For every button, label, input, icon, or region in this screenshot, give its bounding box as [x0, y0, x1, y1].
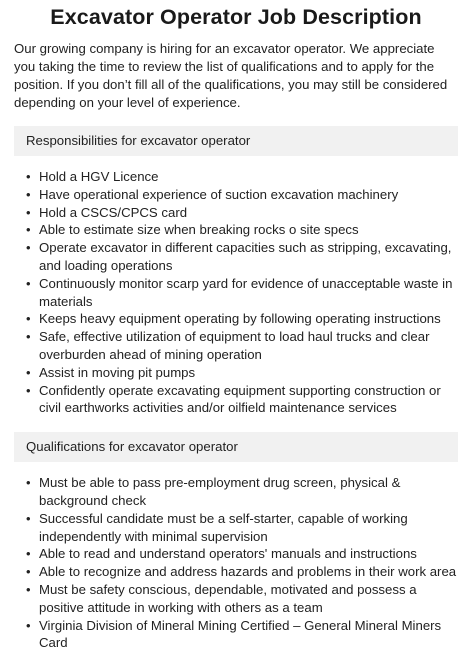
list-item	[26, 510, 458, 546]
list-item-text: Have operational experience of suction excavation machinery	[39, 186, 399, 202]
list-item-text: Assist in moving pit pumps	[39, 364, 196, 380]
bullet-icon: •	[26, 169, 31, 184]
page-title: Excavator Operator Job Description	[50, 5, 422, 29]
list-item-text: Continuously monitor scarp yard for evidence of unacceptable waste in materials	[39, 275, 453, 309]
bullet-icon: •	[26, 564, 31, 580]
list-item	[26, 364, 458, 382]
bullet-icon: •	[26, 510, 31, 526]
list-item	[26, 204, 458, 222]
bullet-icon: •	[26, 364, 31, 380]
list-item-text: Hold a CSCS/CPCS card	[39, 204, 188, 220]
bullet-icon: •	[26, 222, 31, 238]
list-item-text: Able to estimate size when breaking rocks o site specs	[39, 222, 359, 238]
list-item	[26, 328, 458, 364]
list-item-text: Must be able to pass pre-employment drug screen, physical & background check	[39, 475, 401, 508]
list-item	[26, 310, 458, 328]
list-item	[26, 563, 458, 581]
bullet-icon: •	[26, 186, 31, 202]
list-item	[26, 275, 458, 311]
list-item	[26, 239, 458, 275]
list-item	[26, 545, 458, 563]
bullet-icon: •	[26, 329, 31, 345]
list-item	[26, 186, 458, 204]
list-item-text: Confidently operate excavating equipment supporting construction or civil earthworks activities and/or oilfield maintenance services	[39, 382, 441, 416]
list-item	[26, 168, 458, 186]
qualifications-heading: Qualifications for excavator operator	[14, 432, 458, 462]
responsibilities-heading: Responsibilities for excavator operator	[14, 126, 458, 156]
list-item	[26, 581, 458, 617]
qualifications-section	[14, 432, 458, 652]
list-item	[26, 474, 458, 510]
bullet-icon: •	[26, 275, 31, 291]
bullet-icon: •	[26, 311, 31, 327]
list-item-text: Keeps heavy equipment operating by following operating instructions	[39, 311, 441, 327]
list-item-text: Virginia Division of Mineral Mining Certified – General Mineral Miners Card	[39, 617, 442, 651]
responsibilities-list	[14, 168, 458, 417]
bullet-icon: •	[26, 475, 31, 491]
list-item	[26, 617, 458, 652]
list-item-text: Must be safety conscious, dependable, motivated and possess a positive attitude in working with others as a team	[39, 581, 417, 615]
list-item-text: Hold a HGV Licence	[39, 169, 159, 184]
list-item-text: Able to recognize and address hazards and problems in their work area	[39, 564, 457, 580]
list-item-text: Operate excavator in different capacities such as stripping, excavating, and loading operations	[39, 240, 452, 273]
intro-paragraph: Our growing company is hiring for an excavator operator. We appreciate you taking the time to review the list of qualifications and to apply for the position. If you don’t fill all of the qualifications, you may still be considered depending on your level of experience.	[14, 41, 448, 110]
bullet-icon: •	[26, 546, 31, 562]
list-item-text: Able to read and understand operators' manuals and instructions	[39, 546, 417, 562]
bullet-icon: •	[26, 617, 31, 633]
list-item	[26, 221, 458, 239]
bullet-icon: •	[26, 240, 31, 256]
list-item	[26, 382, 458, 418]
bullet-icon: •	[26, 204, 31, 220]
bullet-icon: •	[26, 581, 31, 597]
list-item-text: Successful candidate must be a self-starter, capable of working independently with minimal supervision	[39, 510, 408, 544]
bullet-icon: •	[26, 382, 31, 398]
list-item-text: Safe, effective utilization of equipment to load haul trucks and clear overburden ahead of mining operation	[39, 329, 430, 362]
responsibilities-section	[14, 126, 458, 417]
qualifications-list	[14, 474, 458, 652]
